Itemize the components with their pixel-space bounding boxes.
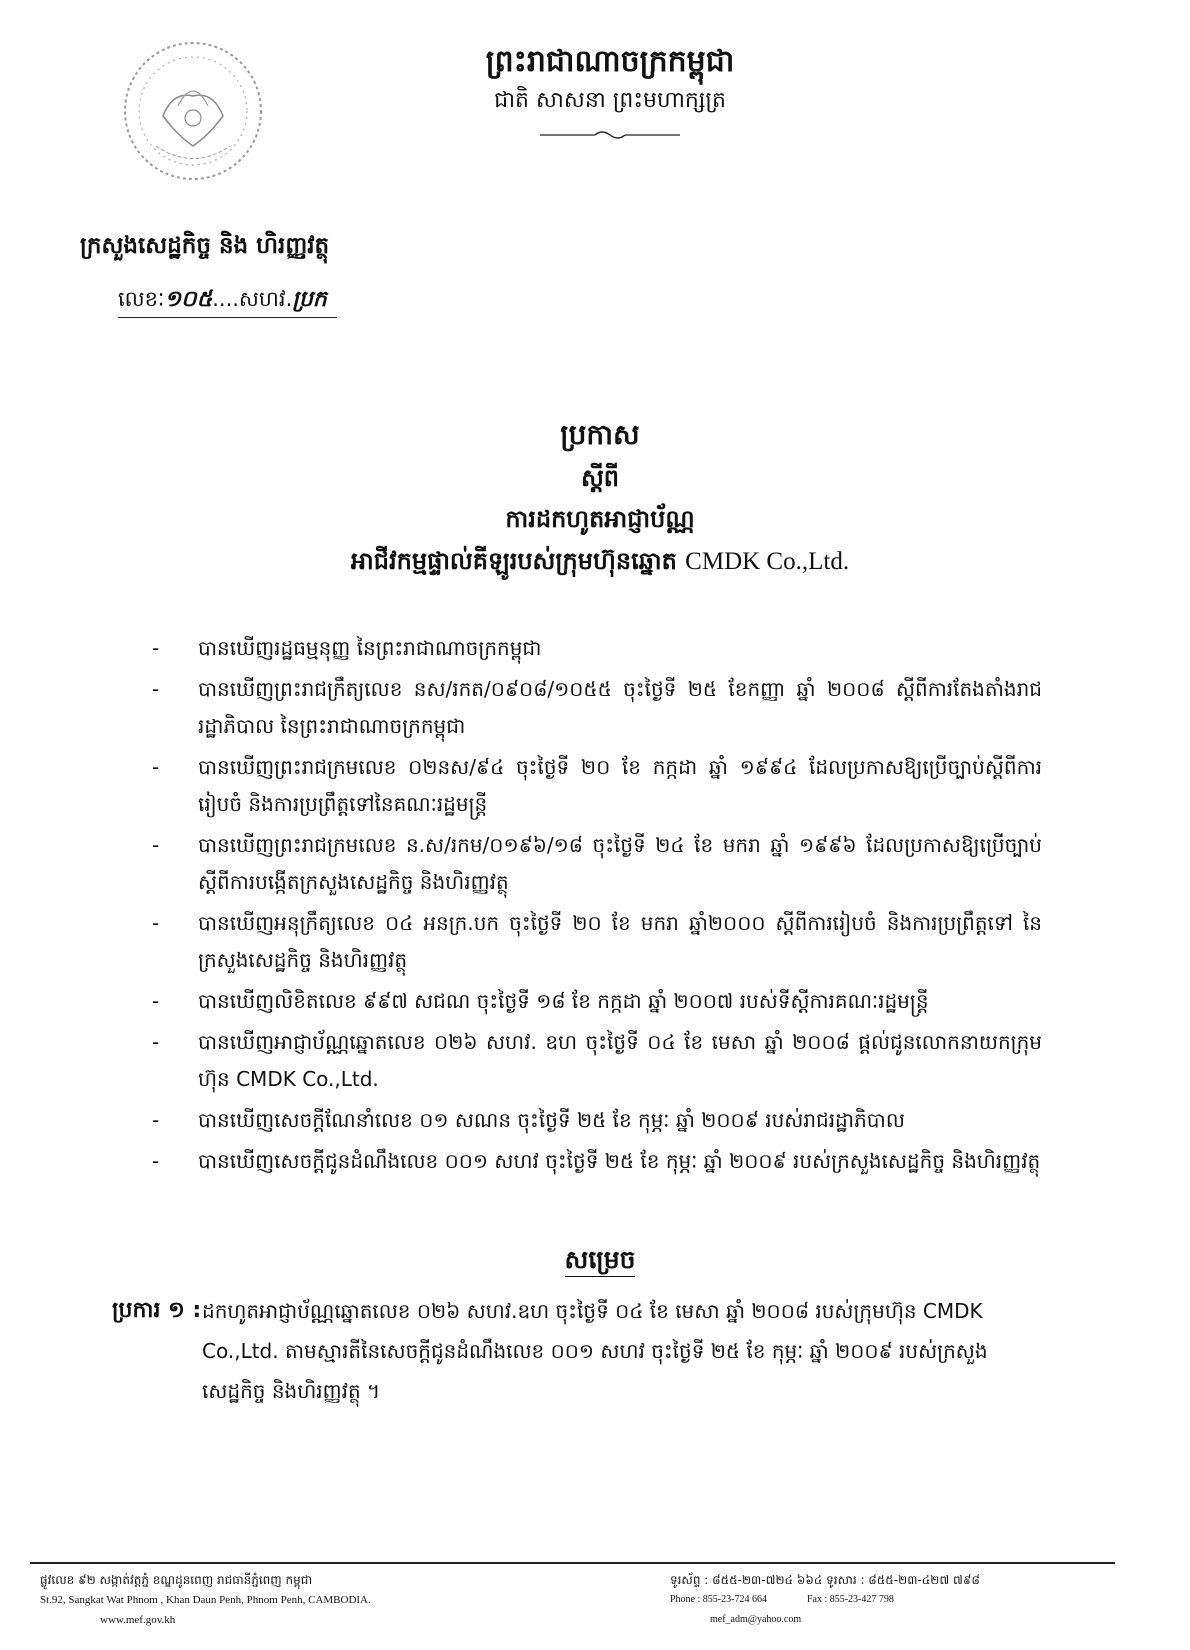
phone-en: Phone : 855-23-724 664: [670, 1594, 767, 1605]
list-item: - បានឃើញរដ្ឋធម្មនុញ្ញ នៃព្រះរាជាណាចក្រកម្ពុជា: [152, 636, 542, 660]
footer-contact: [670, 1570, 1090, 1630]
list-item: - បានឃើញសេចក្ដីជូនដំណឹងលេខ ០០១ សហវ ចុះថ្ងៃទី ២៥ ខែ កុម្ភៈ ឆ្នាំ ២០០៩ របស់ក្រសួងសេដ្ឋកិច្ច និងហិរញ្ញវត្ថុ: [152, 1149, 1041, 1173]
kingdom-header: [380, 40, 840, 142]
ministry-seal-icon: [118, 36, 268, 186]
list-item: - បានឃើញសេចក្ដីណែនាំលេខ ០១ សណន ចុះថ្ងៃទី ២៥ ខែ កុម្ភៈ ឆ្នាំ ២០០៩ របស់រាជរដ្ឋាភិបាល: [152, 1108, 905, 1132]
phone-km: ទូរស័ព្ទ : ៨៥៥-២៣-៧២៤ ៦៦៤ ទូរសារ : ៨៥៥-២៣-៤២៧ ៧៩៨: [670, 1573, 980, 1587]
title-proclamation: ប្រកាស: [560, 418, 640, 451]
list-item: - បានឃើញលិខិតលេខ ៩៩៧ សជណ ចុះថ្ងៃទី ១៨ ខែ កក្កដា ឆ្នាំ ២០០៧ របស់ទីស្ដីការគណៈរដ្ឋមន្ត្រី: [152, 989, 929, 1013]
list-item: - បានឃើញអាជ្ញាប័ណ្ណឆ្នោតលេខ ០២៦ សហវ. ឧហ ចុះថ្ងៃទី ០៤ ខែ មេសា ឆ្នាំ ២០០៨ ផ្ដល់ជូនលោកនាយកក្រុមហ៊ុន CMDK Co.,Ltd.: [152, 1030, 1042, 1091]
title-subject-line2: [150, 540, 1050, 583]
ornament-divider-icon: [540, 128, 680, 142]
title-subject: ការដកហូតអាជ្ញាប័ណ្ណ: [505, 505, 695, 533]
preamble-list: [152, 630, 1042, 1184]
ref-prefix: លេខៈ: [118, 287, 165, 311]
decides-heading: សម្រេច: [150, 1240, 1050, 1280]
ref-suffix: សហវ.: [238, 287, 293, 311]
decree-title: [150, 412, 1050, 583]
ref-number: ១០៥: [164, 286, 213, 312]
website-link[interactable]: www.mef.gov.kh: [100, 1614, 176, 1626]
article-text: ដកហូតអាជ្ញាប័ណ្ណឆ្នោតលេខ ០២៦ សហវ.ឧហ ចុះថ្ងៃទី ០៤ ខែ មេសា ឆ្នាំ ២០០៨ របស់ក្រុមហ៊ុន CMDK Co.,Ltd. តាមស្មារតីនៃសេចក្ដីជូនដំណឹងលេខ ០០១ សហវ ចុះថ្ងៃទី ២៥ ខែ កុម្ភៈ ឆ្នាំ ២០០៩ របស់ក្រសួងសេដ្ឋកិច្ច និងហិរញ្ញវត្ថុ ។: [202, 1299, 988, 1403]
ministry-name: ក្រសួងសេដ្ឋកិច្ច និង ហិរញ្ញវត្ថុ: [80, 233, 330, 259]
footer-address: [40, 1570, 460, 1630]
ref-underline: [118, 317, 337, 318]
fax-en: Fax : 855-23-427 798: [806, 1594, 894, 1605]
email-link[interactable]: mef_adm@yahoo.com: [710, 1614, 802, 1625]
footer-divider: [30, 1562, 1115, 1564]
address-km: ផ្លូវលេខ ៩២ សង្កាត់វត្តភ្នំ ខណ្ឌដូនពេញ រាជធានីភ្នំពេញ កម្ពុជា: [40, 1573, 313, 1587]
list-item: - បានឃើញព្រះរាជក្រមលេខ ន.ស/រកម/០១៩៦/១៨ ចុះថ្ងៃទី ២៤ ខែ មករា ឆ្នាំ ១៩៩៦ ដែលប្រកាសឱ្យប្រើច្បាប់ ស្ដីពីការបង្កើតក្រសួងសេដ្ឋកិច្ច និងហិរញ្ញវត្ថុ: [152, 833, 1042, 894]
ref-code: ប្រក: [292, 286, 327, 312]
list-item: - បានឃើញព្រះរាជក្រឹត្យលេខ នស/រកត/០៩០៨/១០៥៥ ចុះថ្ងៃទី ២៥ ខែកញ្ញា ឆ្នាំ ២០០៨ ស្ដីពីការតែងតាំងរាជរដ្ឋាភិបាល នៃព្រះរាជាណាចក្រកម្ពុជា: [152, 677, 1042, 738]
company-name: CMDK Co.,Ltd.: [685, 548, 850, 575]
title-subject-km: អាជីវកម្មផ្ទាល់គីឡូរបស់ក្រុមហ៊ុនឆ្នោត: [350, 547, 677, 575]
kingdom-name: ព្រះរាជាណាចក្រកម្ពុជា: [485, 44, 735, 79]
address-en: St.92, Sangkat Wat Phnom , Khan Daun Penh, Phnom Penh, CAMBODIA.: [40, 1594, 371, 1606]
ref-sep: ....: [212, 287, 239, 311]
phone-fax-en: [670, 1590, 1090, 1610]
national-motto: ជាតិ សាសនា ព្រះមហាក្សត្រ: [494, 88, 726, 113]
article-1: [112, 1290, 1042, 1411]
article-label: ប្រការ ១ :: [112, 1298, 202, 1323]
title-on: ស្ដីពី: [580, 464, 620, 492]
list-item: - បានឃើញអនុក្រឹត្យលេខ ០៤ អនក្រ.បក ចុះថ្ងៃទី ២០ ខែ មករា ឆ្នាំ២០០០ ស្ដីពីការរៀបចំ និងការប្រព្រឹត្តទៅ នៃក្រសួងសេដ្ឋកិច្ច និងហិរញ្ញវត្ថុ: [152, 911, 1042, 972]
list-item: - បានឃើញព្រះរាជក្រមលេខ ០២នស/៩៤ ចុះថ្ងៃទី ២០ ខែ កក្កដា ឆ្នាំ ១៩៩៤ ដែលប្រកាសឱ្យប្រើច្បាប់ស្ដីពីការរៀបចំ និងការប្រព្រឹត្តទៅនៃគណៈរដ្ឋមន្ត្រី: [152, 755, 1042, 816]
reference-number: [118, 282, 327, 316]
